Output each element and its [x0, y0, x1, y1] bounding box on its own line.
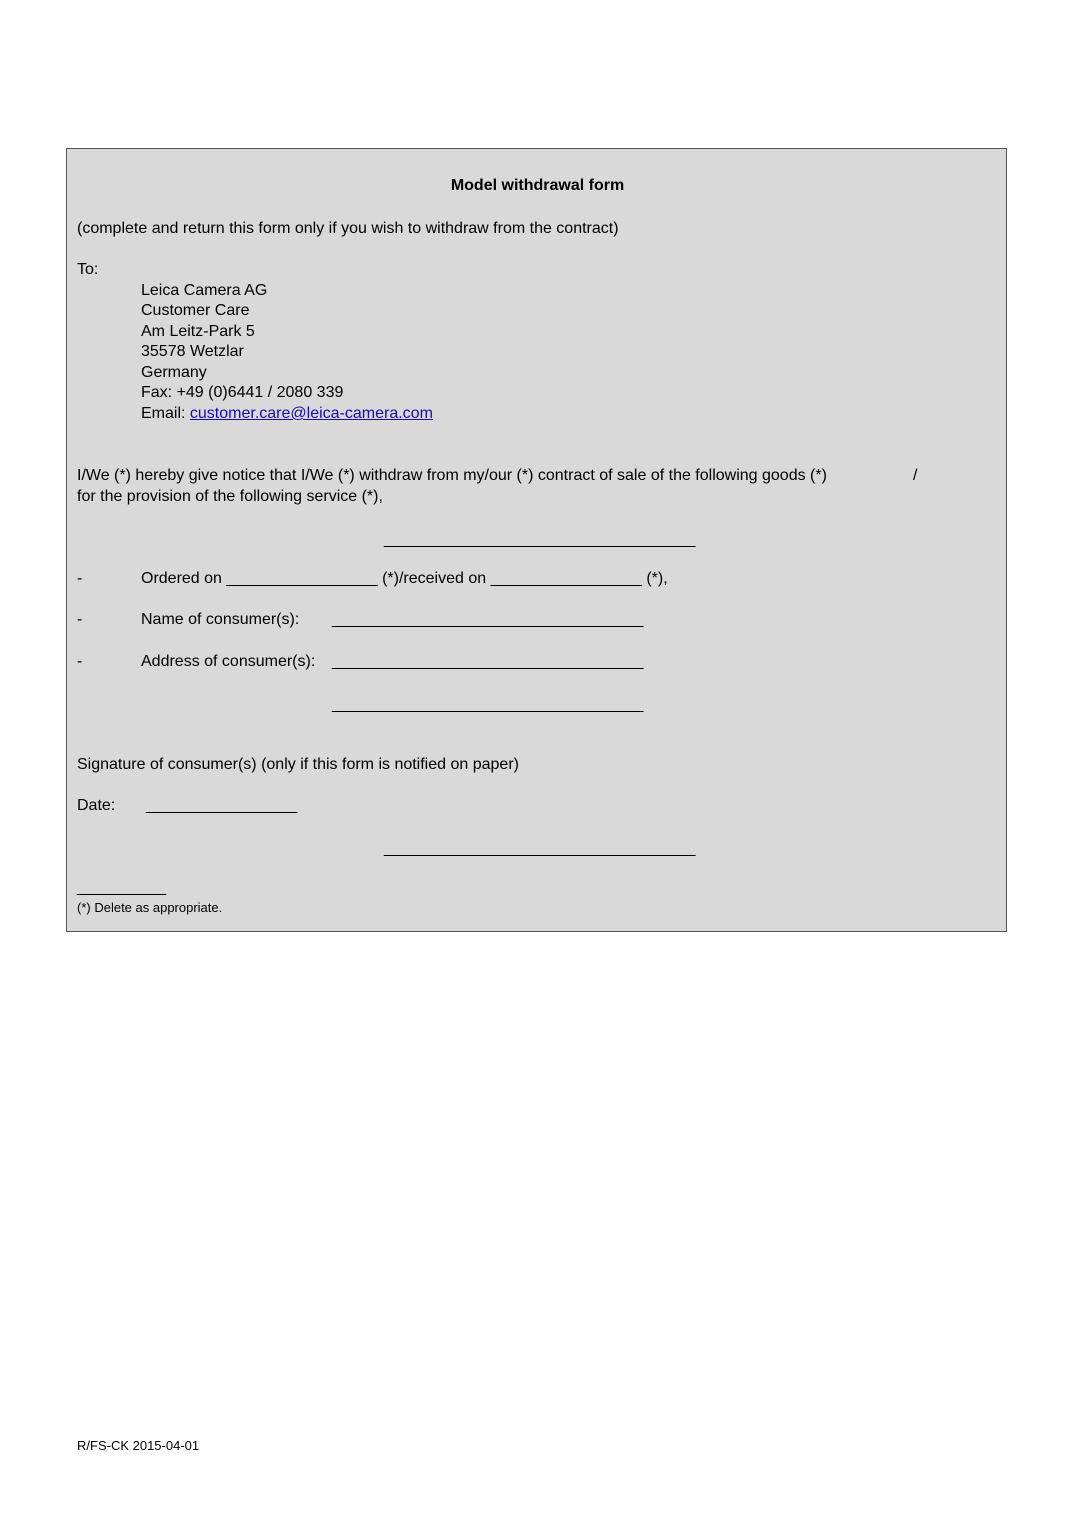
address-department: Customer Care	[141, 302, 250, 319]
notice-line-2: for the provision of the following service (*),	[77, 488, 383, 505]
address-fax: Fax: +49 (0)6441 / 2080 339	[141, 384, 344, 401]
to-label: To:	[77, 261, 99, 278]
address-company: Leica Camera AG	[141, 282, 268, 299]
email-link[interactable]: customer.care@leica-camera.com	[189, 405, 433, 422]
signature-label: Signature of consumer(s) (only if this form is notified on paper)	[77, 756, 519, 773]
withdrawal-form	[66, 148, 1007, 932]
signature-fill-line[interactable]: ___________________________________	[384, 840, 696, 857]
document-code: R/FS-CK 2015-04-01	[77, 1438, 200, 1453]
name-label: Name of consumer(s):	[141, 611, 300, 628]
form-intro: (complete and return this form only if you wish to withdraw from the contract)	[77, 220, 619, 237]
address-fill-line-1[interactable]: ___________________________________	[332, 653, 644, 670]
address-fill-line-2[interactable]: ___________________________________	[332, 696, 644, 713]
footnote: (*) Delete as appropriate.	[77, 900, 223, 915]
email-label: Email:	[141, 405, 190, 422]
name-fill-line[interactable]: ___________________________________	[332, 611, 644, 628]
address-city: 35578 Wetzlar	[141, 343, 244, 360]
form-title: Model withdrawal form	[450, 177, 625, 194]
address-email-row	[141, 404, 433, 424]
notice-slash: /	[913, 467, 918, 484]
address-street: Am Leitz-Park 5	[141, 323, 255, 340]
goods-fill-line[interactable]: ___________________________________	[384, 531, 696, 548]
footnote-rule: __________	[77, 879, 166, 896]
ordered-received-line[interactable]: Ordered on _________________ (*)/received on _________________ (*),	[141, 570, 668, 587]
address-label: Address of consumer(s):	[141, 653, 316, 670]
address-country: Germany	[141, 364, 207, 381]
bullet-address: -	[77, 653, 83, 670]
date-fill-line[interactable]: _________________	[146, 797, 298, 814]
notice-line-1: I/We (*) hereby give notice that I/We (*) withdraw from my/our (*) contract of sale of the following goods (*)	[77, 467, 827, 484]
bullet-ordered: -	[77, 570, 83, 587]
bullet-name: -	[77, 611, 83, 628]
date-label: Date:	[77, 797, 116, 814]
